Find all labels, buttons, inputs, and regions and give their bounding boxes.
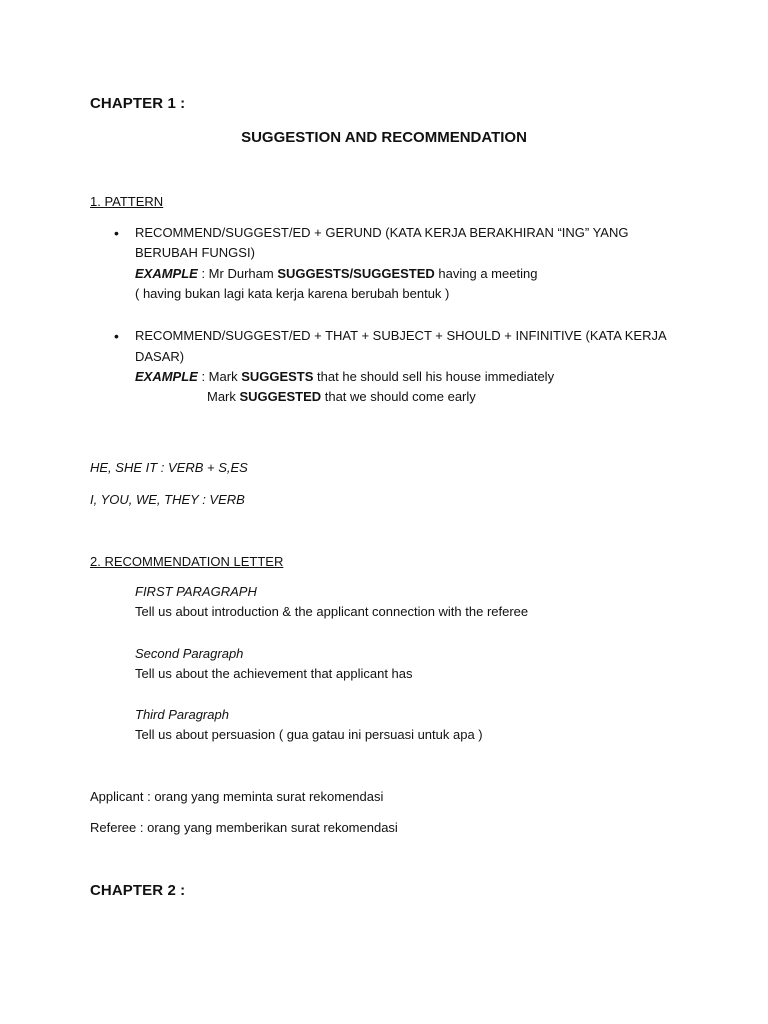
pattern-1-note: ( having bukan lagi kata kerja karena berubah bentuk ): [135, 286, 450, 301]
example-text-pre: Mark: [207, 389, 240, 404]
pattern-2-line-2: DASAR): [135, 349, 185, 364]
pattern-1-example: [135, 264, 537, 284]
definition-referee: Referee : orang yang memberikan surat rekomendasi: [90, 820, 398, 835]
verb-rule-2: I, YOU, WE, THEY : VERB: [90, 492, 245, 507]
example-label: EXAMPLE: [135, 369, 198, 384]
example-text-rest: that he should sell his house immediately: [313, 369, 555, 384]
paragraph-3-label: Third Paragraph: [135, 707, 229, 722]
pattern-2-line-1: RECOMMEND/SUGGEST/ED + THAT + SUBJECT + SHOULD + INFINITIVE (KATA KERJA: [135, 328, 667, 343]
document-title: SUGGESTION AND RECOMMENDATION: [241, 129, 527, 146]
paragraph-1-text: Tell us about introduction & the applicant connection with the referee: [135, 604, 529, 619]
paragraph-1-label: FIRST PARAGRAPH: [135, 584, 257, 599]
bullet-2: •: [114, 328, 119, 344]
letter-heading: 2. RECOMMENDATION LETTER: [90, 554, 284, 569]
example-text-rest: that we should come early: [321, 389, 476, 404]
pattern-2-example-2: [207, 387, 476, 407]
example-label: EXAMPLE: [135, 266, 198, 281]
chapter-1-heading: CHAPTER 1 :: [90, 95, 186, 112]
example-text-rest: having a meeting: [434, 266, 538, 281]
example-text-pre: : Mr Durham: [197, 266, 278, 281]
paragraph-2-label: Second Paragraph: [135, 646, 244, 661]
bullet-1: •: [114, 225, 119, 241]
pattern-1-line-2: BERUBAH FUNGSI): [135, 245, 255, 260]
verb-rule-1: HE, SHE IT : VERB + S,ES: [90, 460, 248, 475]
example-keyword: SUGGESTS/SUGGESTED: [277, 266, 435, 281]
paragraph-2-text: Tell us about the achievement that applicant has: [135, 666, 413, 681]
chapter-2-heading: CHAPTER 2 :: [90, 882, 186, 899]
example-keyword: SUGGESTED: [239, 389, 322, 404]
pattern-heading: 1. PATTERN: [90, 194, 164, 209]
example-keyword: SUGGESTS: [241, 369, 314, 384]
pattern-1-line-1: RECOMMEND/SUGGEST/ED + GERUND (KATA KERJA BERAKHIRAN “ING” YANG: [135, 225, 629, 240]
pattern-2-example: [135, 367, 554, 387]
definition-applicant: Applicant : orang yang meminta surat rekomendasi: [90, 789, 384, 804]
example-text-pre: : Mark: [197, 369, 242, 384]
paragraph-3-text: Tell us about persuasion ( gua gatau ini persuasi untuk apa ): [135, 727, 483, 742]
